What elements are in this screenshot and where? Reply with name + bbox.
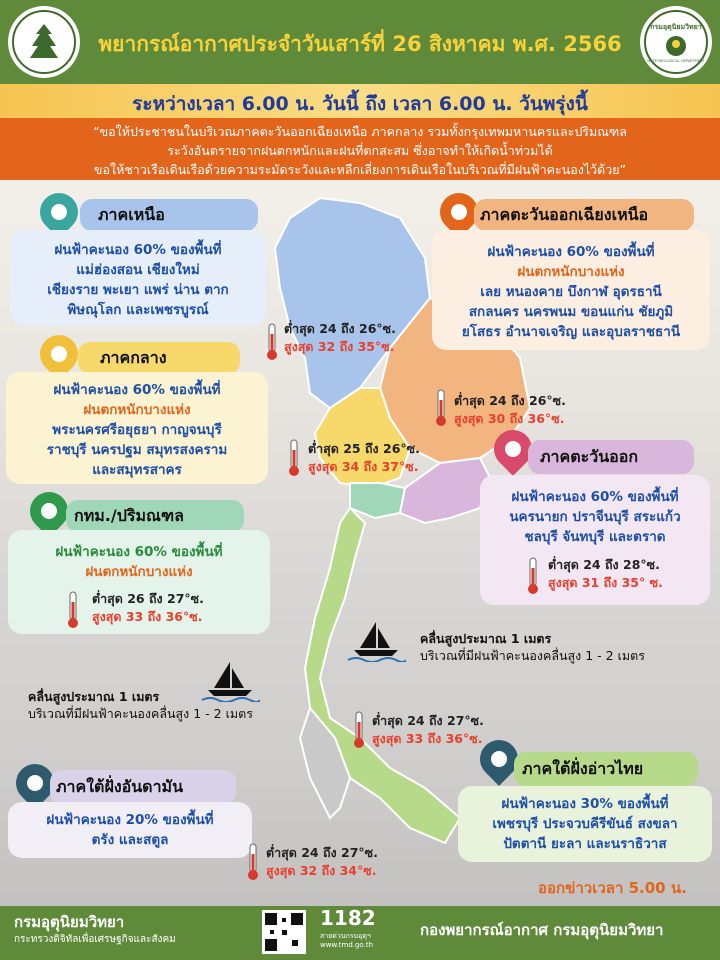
northeast-rain: ฝนฟ้าคะนอง 60% ของพื้นที่ bbox=[487, 244, 655, 260]
central-temp-low: ต่ำสุด 25 ถึง 26°ซ. bbox=[308, 441, 420, 456]
north-rain: ฝนฟ้าคะนอง 60% ของพื้นที่ bbox=[54, 242, 222, 258]
south-andaman-temp-high: สูงสุด 32 ถึง 34°ซ. bbox=[266, 863, 377, 878]
south-gulf-thermometer-icon bbox=[352, 710, 366, 754]
south-andaman-temp-low: ต่ำสุด 24 ถึง 27°ซ. bbox=[266, 845, 378, 860]
andaman-storm-wave: บริเวณที่มีฝนฟ้าคะนองคลื่นสูง 1 - 2 เมตร bbox=[28, 706, 253, 721]
northeast-temperature bbox=[454, 392, 566, 428]
south-gulf-province-line-2: ปัตตานี ยะลา และนราธิวาส bbox=[503, 836, 667, 852]
south-andaman-pin-icon bbox=[16, 764, 54, 802]
bangkok-region-label: กทม./ปริมณฑล bbox=[66, 500, 244, 532]
qr-code-icon[interactable] bbox=[262, 910, 306, 954]
footer-org: กรมอุตุนิยมวิทยา bbox=[14, 913, 125, 931]
south-gulf-temperature bbox=[372, 712, 484, 748]
issued-time: ออกข่าวเวลา 5.00 น. bbox=[538, 879, 687, 897]
gulf-boat-icon bbox=[346, 620, 406, 666]
northeast-thermometer-icon bbox=[434, 388, 448, 432]
north-province-line-1: แม่ฮ่องสอน เชียงใหม่ bbox=[76, 262, 200, 278]
south-andaman-callout bbox=[8, 802, 252, 858]
central-province-line-1: พระนครศรีอยุธยา กาญจนบุรี bbox=[52, 422, 222, 438]
central-rain: ฝนฟ้าคะนอง 60% ของพื้นที่ bbox=[53, 382, 221, 398]
northeast-temp-high: สูงสุด 30 ถึง 36°ซ. bbox=[454, 411, 565, 426]
bangkok-thermometer-icon bbox=[66, 590, 80, 634]
east-pin-icon bbox=[494, 430, 532, 468]
northeast-callout bbox=[432, 230, 710, 350]
central-heavy-rain: ฝนตกหนักบางแห่ง bbox=[83, 402, 191, 418]
gulf-storm-wave: บริเวณที่มีฝนฟ้าคะนองคลื่นสูง 1 - 2 เมตร bbox=[420, 648, 645, 663]
north-thermometer-icon bbox=[265, 322, 279, 366]
north-temperature bbox=[284, 320, 396, 356]
bangkok-temp-high: สูงสุด 33 ถึง 36°ซ. bbox=[92, 609, 203, 624]
north-province-line-2: เชียงราย พะเยา แพร่ น่าน ตาก bbox=[47, 282, 229, 298]
east-rain: ฝนฟ้าคะนอง 60% ของพื้นที่ bbox=[511, 489, 679, 505]
central-province-line-3: และสมุทรสาคร bbox=[92, 462, 182, 478]
north-pin-icon bbox=[40, 193, 78, 231]
south-gulf-temp-high: สูงสุด 33 ถึง 36°ซ. bbox=[372, 731, 483, 746]
south-andaman-province-line-1: ตรัง และสตูล bbox=[91, 832, 169, 848]
warning-line-3: ขอให้ชาวเรือเดินเรือด้วยความระมัดระวังและหลีกเลี่ยงการเดินเรือในบริเวณที่มีฝนฟ้าคะนองไว้ด้วย” bbox=[93, 162, 627, 177]
ministry-seal-logo bbox=[8, 6, 80, 78]
east-region-label: ภาคตะวันออก bbox=[528, 440, 694, 474]
northeast-province-line-3: ยโสธร อำนาจเจริญ และอุบลราชธานี bbox=[461, 324, 681, 340]
page-title: พยากรณ์อากาศประจำวันเสาร์ที่ 26 สิงหาคม พ.ศ. 2566 bbox=[98, 32, 622, 56]
central-region-label: ภาคกลาง bbox=[78, 342, 240, 374]
tmd-logo-text: กรมอุตุนิยมวิทยา bbox=[650, 22, 702, 31]
footer-division: กองพยากรณ์อากาศ กรมอุตุนิยมวิทยา bbox=[420, 921, 664, 939]
north-province-line-3: พิษณุโลก และเพชรบูรณ์ bbox=[67, 302, 209, 318]
northeast-pin-icon bbox=[440, 193, 478, 231]
warning-line-1: “ขอให้ประชาชนในบริเวณภาคตะวันออกเฉียงเหนือ ภาคกลาง รวมทั้งกรุงเทพมหานครและปริมณฑล bbox=[93, 124, 627, 139]
central-temp-high: สูงสุด 34 ถึง 37°ซ. bbox=[308, 459, 419, 474]
warning-line-2: ระวังอันตรายจากฝนตกหนักและฝนที่ตกสะสม ซึ่งอาจทำให้เกิดน้ำท่วมได้ bbox=[167, 143, 553, 158]
central-pin-icon bbox=[40, 335, 78, 373]
region-bangkok-shape bbox=[350, 483, 405, 518]
footer-ministry: กระทรวงดิจิทัลเพื่อเศรษฐกิจและสังคม bbox=[14, 934, 176, 945]
south-gulf-province-line-1: เพชรบุรี ประจวบคีรีขันธ์ สงขลา bbox=[492, 816, 678, 832]
south-gulf-region-label: ภาคใต้ฝั่งอ่าวไทย bbox=[514, 752, 698, 786]
south-gulf-pin-icon bbox=[480, 740, 518, 778]
forecast-period: ระหว่างเวลา 6.00 น. วันนี้ ถึง เวลา 6.00 น. วันพรุ่งนี้ bbox=[132, 93, 588, 115]
region-south-andaman-shape bbox=[300, 708, 350, 818]
east-temperature bbox=[548, 556, 663, 592]
tmd-logo-subtext: METEOROLOGICAL DEPARTMENT bbox=[647, 58, 705, 63]
south-andaman-rain: ฝนฟ้าคะนอง 20% ของพื้นที่ bbox=[46, 812, 214, 828]
bangkok-temperature bbox=[92, 590, 204, 626]
north-region-label: ภาคเหนือ bbox=[80, 199, 258, 231]
central-province-line-2: ราชบุรี นครปฐม สมุทรสงคราม bbox=[46, 442, 228, 458]
andaman-wave-height: คลื่นสูงประมาณ 1 เมตร bbox=[28, 689, 160, 704]
north-callout bbox=[10, 230, 266, 326]
central-temperature bbox=[308, 440, 420, 476]
south-gulf-callout bbox=[458, 786, 712, 862]
east-temp-high: สูงสุด 31 ถึง 35° ซ. bbox=[548, 575, 663, 590]
gulf-sea-info bbox=[420, 630, 645, 664]
andaman-sea-info bbox=[28, 688, 253, 722]
northeast-heavy-rain: ฝนตกหนักบางแห่ง bbox=[517, 264, 625, 280]
east-temp-low: ต่ำสุด 24 ถึง 28°ซ. bbox=[548, 557, 660, 572]
gulf-wave-height: คลื่นสูงประมาณ 1 เมตร bbox=[420, 631, 552, 646]
hotline-number: 1182 bbox=[320, 906, 376, 930]
south-gulf-rain: ฝนฟ้าคะนอง 30% ของพื้นที่ bbox=[501, 796, 669, 812]
northeast-province-line-2: สกลนคร นครพนม ขอนแก่น ชัยภูมิ bbox=[468, 304, 674, 320]
north-temp-low: ต่ำสุด 24 ถึง 26°ซ. bbox=[284, 321, 396, 336]
south-gulf-temp-low: ต่ำสุด 24 ถึง 27°ซ. bbox=[372, 713, 484, 728]
northeast-province-line-1: เลย หนองคาย บึงกาฬ อุดรธานี bbox=[480, 284, 662, 300]
central-callout bbox=[6, 372, 268, 484]
east-province-line-2: ชลบุรี จันทบุรี และตราด bbox=[524, 529, 666, 545]
northeast-region-label: ภาคตะวันออกเฉียงเหนือ bbox=[474, 199, 694, 231]
website-link[interactable]: www.tmd.go.th bbox=[320, 941, 373, 949]
east-province-line-1: นครนายก ปราจีนบุรี สระแก้ว bbox=[509, 509, 681, 525]
central-thermometer-icon bbox=[287, 438, 301, 482]
tmd-logo bbox=[640, 6, 712, 78]
bangkok-heavy-rain: ฝนตกหนักบางแห่ง bbox=[85, 564, 193, 580]
south-andaman-thermometer-icon bbox=[246, 842, 260, 886]
south-andaman-temperature bbox=[266, 844, 378, 880]
east-thermometer-icon bbox=[526, 556, 540, 600]
bangkok-pin-icon bbox=[30, 492, 68, 530]
bangkok-rain: ฝนฟ้าคะนอง 60% ของพื้นที่ bbox=[55, 544, 223, 560]
north-temp-high: สูงสุด 32 ถึง 35°ซ. bbox=[284, 339, 395, 354]
bangkok-temp-low: ต่ำสุด 26 ถึง 27°ซ. bbox=[92, 591, 204, 606]
south-andaman-region-label: ภาคใต้ฝั่งอันดามัน bbox=[50, 770, 236, 804]
northeast-temp-low: ต่ำสุด 24 ถึง 26°ซ. bbox=[454, 393, 566, 408]
hotline-caption: สายด่วนกรมอุตุฯ bbox=[320, 932, 371, 940]
